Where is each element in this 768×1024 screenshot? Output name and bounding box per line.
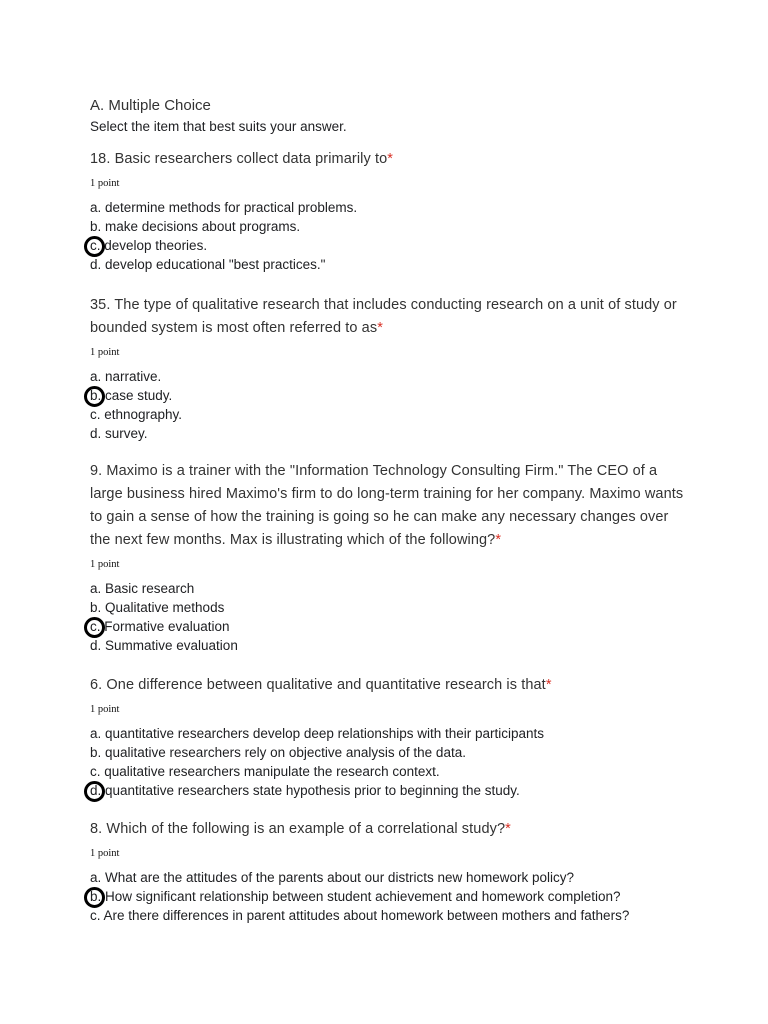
selected-answer-circle: [84, 386, 105, 407]
required-asterisk: *: [545, 677, 552, 693]
options-list: [90, 868, 690, 925]
option-a[interactable]: a. Basic research: [90, 581, 195, 596]
option-label: b. case study.: [90, 388, 173, 403]
option-a[interactable]: a. narrative.: [90, 369, 162, 384]
required-asterisk: *: [377, 320, 383, 336]
points-label: 1 point: [90, 178, 120, 189]
option-c[interactable]: [90, 236, 690, 255]
points-label: 1 point: [90, 848, 120, 859]
option-b[interactable]: b. Qualitative methods: [90, 600, 225, 615]
option-label: b. How significant relationship between student achievement and homework completion?: [90, 889, 621, 904]
question-text: [90, 148, 690, 171]
question-label: 18. Basic researchers collect data primarily to: [90, 151, 388, 167]
question-label: 35. The type of qualitative research that includes conducting research on a unit of study or bounded system is most often referred to as: [90, 297, 677, 336]
option-b[interactable]: b. qualitative researchers rely on objective analysis of the data.: [90, 745, 466, 760]
option-a[interactable]: a. determine methods for practical problems.: [90, 200, 358, 215]
option-d[interactable]: d. survey.: [90, 426, 148, 441]
options-list: [90, 198, 690, 274]
question-18: [90, 148, 690, 274]
option-b[interactable]: b. make decisions about programs.: [90, 219, 301, 234]
options-list: [90, 579, 690, 655]
option-c[interactable]: [90, 617, 690, 636]
option-b[interactable]: [90, 386, 690, 405]
option-d[interactable]: [90, 781, 690, 800]
selected-answer-circle: [84, 617, 105, 638]
required-asterisk: *: [387, 151, 393, 167]
option-c[interactable]: c. ethnography.: [90, 407, 183, 422]
option-label: c. develop theories.: [90, 238, 208, 253]
question-text: [90, 818, 690, 841]
option-a[interactable]: a. What are the attitudes of the parents about our districts new homework policy?: [90, 870, 575, 885]
option-d[interactable]: d. develop educational "best practices.": [90, 257, 326, 272]
required-asterisk: *: [495, 532, 502, 548]
question-text: [90, 460, 690, 552]
selected-answer-circle: [84, 236, 105, 257]
options-list: [90, 724, 690, 800]
question-label: 6. One difference between qualitative and quantitative research is that: [90, 677, 546, 693]
option-label: c. Formative evaluation: [90, 619, 230, 634]
options-list: [90, 367, 690, 443]
option-c[interactable]: c. Are there differences in parent attitudes about homework between mothers and fathers?: [90, 908, 630, 923]
section-title: A. Multiple Choice: [90, 97, 211, 114]
question-35: [90, 294, 690, 443]
points-label: 1 point: [90, 347, 120, 358]
question-text: [90, 674, 690, 697]
option-a[interactable]: a. quantitative researchers develop deep relationships with their participants: [90, 726, 545, 741]
option-label: d. quantitative researchers state hypothesis prior to beginning the study.: [90, 783, 520, 798]
points-label: 1 point: [90, 704, 120, 715]
question-6: [90, 674, 690, 800]
selected-answer-circle: [84, 781, 105, 802]
question-text: [90, 294, 690, 340]
points-label: 1 point: [90, 559, 120, 570]
question-8: [90, 818, 690, 925]
question-label: 9. Maximo is a trainer with the "Information Technology Consulting Firm." The CEO of a large business hired Maximo's firm to do long-term training for her company. Maximo wants to gain a sense of how the training is going so he can make any necessary changes over the next few months. Max is illustrating which of the following?: [90, 463, 684, 548]
question-label: 8. Which of the following is an example of a correlational study?: [90, 821, 506, 837]
question-9: [90, 460, 690, 655]
option-d[interactable]: d. Summative evaluation: [90, 638, 238, 653]
section-instructions: Select the item that best suits your answer.: [90, 119, 347, 134]
selected-answer-circle: [84, 887, 105, 908]
option-b[interactable]: [90, 887, 690, 906]
required-asterisk: *: [505, 821, 511, 837]
option-c[interactable]: c. qualitative researchers manipulate the research context.: [90, 764, 440, 779]
